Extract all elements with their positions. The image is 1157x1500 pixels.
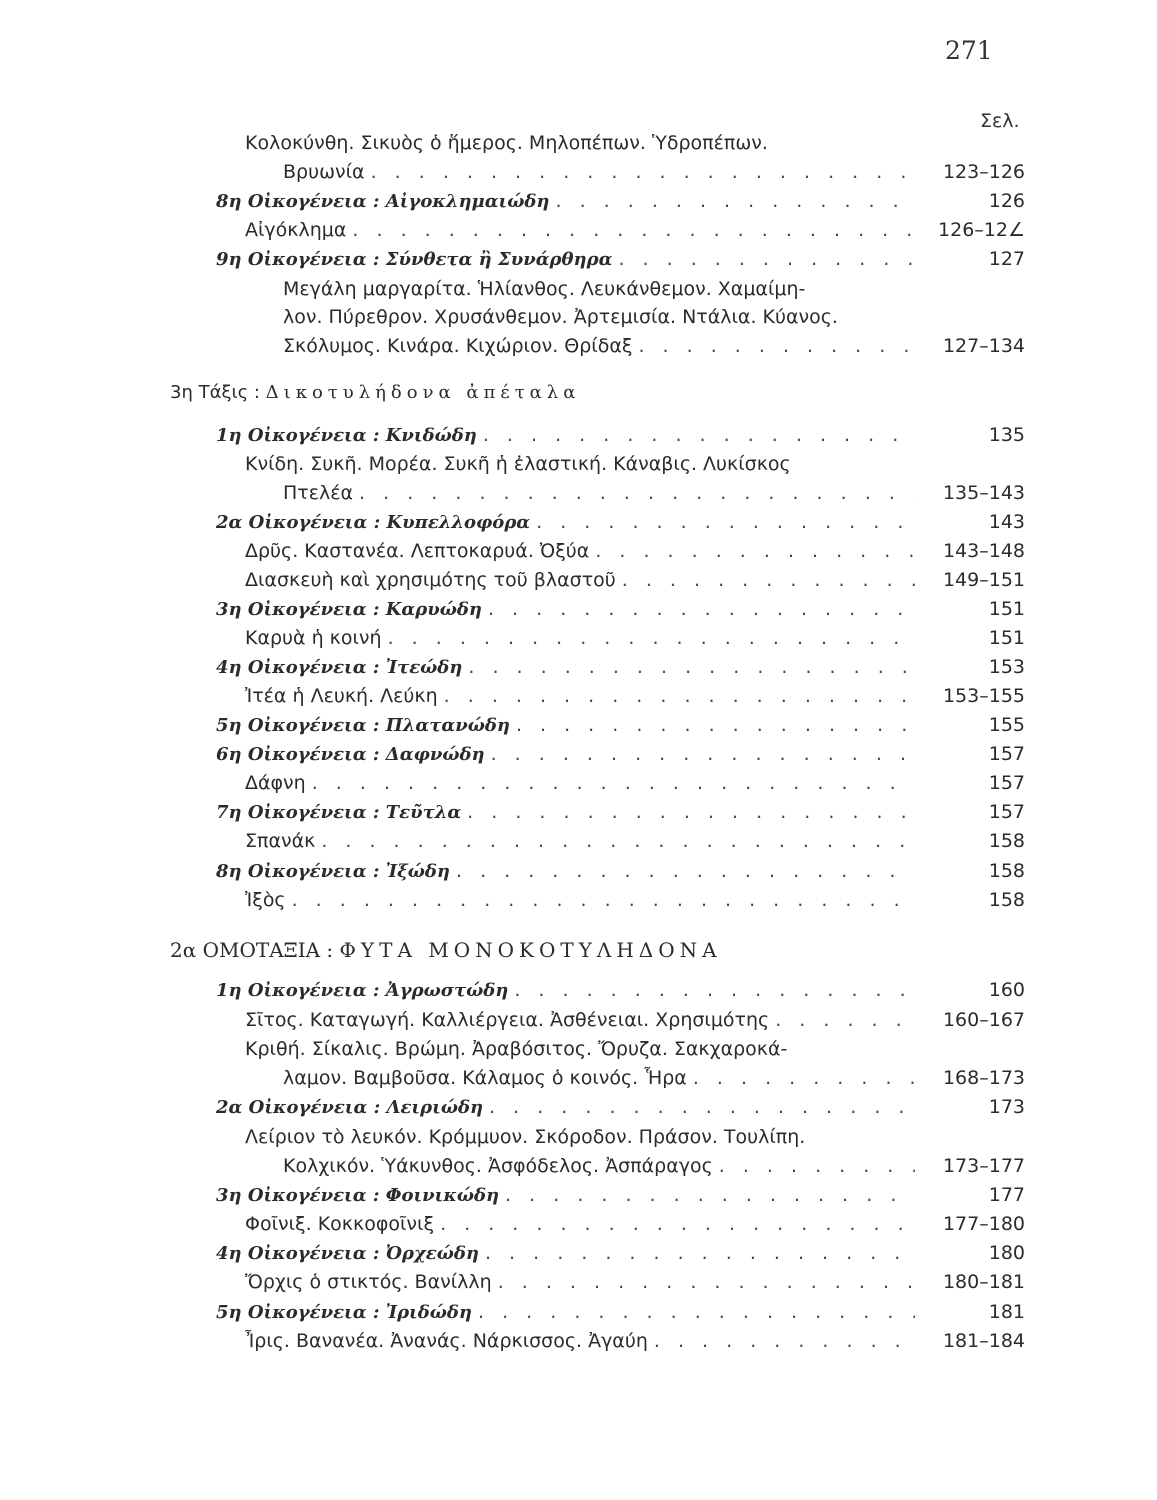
dot-leader xyxy=(482,598,915,620)
dot-leader xyxy=(510,714,915,736)
dot-leader xyxy=(450,860,915,882)
toc-entry-page: 177 xyxy=(988,1184,1025,1206)
toc-continuation-text: Κνίδη. Συκῆ. Μορέα. Συκῆ ἡ ἐλαστική. Κάναβις. Λυκίσκος xyxy=(245,453,791,475)
dot-leader xyxy=(769,1009,915,1031)
toc-family-entry xyxy=(216,714,1025,742)
toc-entry-page: 151 xyxy=(988,598,1025,620)
toc-entry-label: 7η Οἰκογένεια : Τεῦτλα xyxy=(216,802,462,823)
toc-entry xyxy=(245,1009,1025,1037)
toc-entry-label: 4η Οἰκογένεια : Ἰτεώδη xyxy=(216,657,463,678)
dot-leader xyxy=(632,335,915,357)
toc-entry xyxy=(283,482,1025,510)
toc-entry-page: 180–181 xyxy=(942,1271,1025,1293)
dot-leader xyxy=(499,1184,915,1206)
dot-leader xyxy=(508,979,915,1001)
page-column-header: Σελ. xyxy=(980,110,1020,132)
toc-entry-page: 153–155 xyxy=(942,685,1025,707)
toc-entry-page: 181–184 xyxy=(942,1330,1025,1352)
toc-entry-page: 126–12∠ xyxy=(938,219,1025,241)
toc-entry xyxy=(245,1271,1025,1299)
toc-entry-label: Σῖτος. Καταγωγή. Καλλιέργεια. Ἀσθένειαι. Χρησιμότης xyxy=(245,1009,770,1031)
toc-entry xyxy=(283,335,1025,363)
dot-leader xyxy=(306,772,915,794)
toc-entry-label: 2α Οἰκογένεια : Λειριώδη xyxy=(216,1097,484,1118)
toc-entry xyxy=(245,627,1025,655)
dot-leader xyxy=(616,569,915,591)
dot-leader xyxy=(434,1213,915,1235)
toc-entry-label: 3η Οἰκογένεια : Φοινικώδη xyxy=(216,1185,500,1206)
toc-entry xyxy=(245,569,1025,597)
toc-entry-page: 135–143 xyxy=(942,482,1025,504)
toc-entry-page: 127–134 xyxy=(942,335,1025,357)
toc-entry xyxy=(245,830,1025,858)
page-number: 271 xyxy=(945,36,993,65)
toc-continuation-text: λον. Πύρεθρον. Χρυσάνθεμον. Ἀρτεμισία. Ντάλια. Κύανος. xyxy=(283,306,838,328)
toc-entry-label: 1η Οἰκογένεια : Ἀγρωστώδη xyxy=(216,980,509,1001)
section-heading-title: Δικοτυλήδονα ἀπέταλα xyxy=(265,382,581,403)
toc-entry-label: Καρυὰ ἡ κοινή xyxy=(245,627,382,649)
toc-entry xyxy=(245,685,1025,713)
toc-entry-page: 126 xyxy=(988,190,1025,212)
toc-entry-page: 160–167 xyxy=(942,1009,1025,1031)
toc-family-entry xyxy=(216,979,1025,1007)
dot-leader xyxy=(382,627,915,649)
dot-leader xyxy=(612,248,915,270)
toc-entry-label: Δάφνη xyxy=(245,772,306,794)
toc-entry-page: 149–151 xyxy=(942,569,1025,591)
toc-family-entry xyxy=(216,656,1025,684)
section-heading-omotaxia xyxy=(170,938,722,962)
toc-family-entry xyxy=(216,1096,1025,1124)
toc-continuation-text: Λείριον τὸ λευκόν. Κρόμμυον. Σκόροδον. Πράσον. Τουλίπη. xyxy=(245,1126,806,1148)
toc-entry-page: 181 xyxy=(988,1301,1025,1323)
toc-entry-page: 143–148 xyxy=(942,540,1025,562)
dot-leader xyxy=(472,1301,915,1323)
toc-entry-label: Ὄρχις ὁ στικτός. Βανίλλη xyxy=(245,1271,492,1293)
dot-leader xyxy=(589,540,915,562)
toc-entry xyxy=(283,1155,1025,1183)
toc-entry-label: 5η Οἰκογένεια : Πλατανώδη xyxy=(216,715,510,736)
section-heading-taxis xyxy=(170,382,580,403)
toc-entry-label: Σκόλυμος. Κινάρα. Κιχώριον. Θρίδαξ xyxy=(283,335,633,357)
toc-family-entry xyxy=(216,598,1025,626)
dot-leader xyxy=(461,801,915,823)
toc-entry-label: 8η Οἰκογένεια : Ἰξώδη xyxy=(216,861,450,882)
toc-entry-label: Αἰγόκλημα xyxy=(245,219,347,241)
toc-family-entry xyxy=(216,1242,1025,1270)
toc-entry xyxy=(245,1213,1025,1241)
toc-entry-page: 158 xyxy=(988,830,1025,852)
toc-family-entry xyxy=(216,801,1025,829)
toc-entry-page: 151 xyxy=(988,627,1025,649)
toc-entry-page: 157 xyxy=(988,801,1025,823)
toc-continuation-text: Μεγάλη μαργαρίτα. Ἡλίανθος. Λευκάνθεμον. Χαμαίμη- xyxy=(283,278,806,300)
toc-entry-page: 157 xyxy=(988,743,1025,765)
toc-entry-label: Βρυωνία xyxy=(283,161,365,183)
toc-entry xyxy=(245,219,1025,247)
toc-family-entry xyxy=(216,1301,1025,1329)
toc-entry-label: 2α Οἰκογένεια : Κυπελλοφόρα xyxy=(216,512,531,533)
toc-family-entry xyxy=(216,511,1025,539)
toc-entry-label: Ἰξὸς xyxy=(245,889,286,911)
toc-entry xyxy=(245,772,1025,800)
dot-leader xyxy=(286,889,915,911)
toc-entry-page: 123–126 xyxy=(942,161,1025,183)
toc-entry-page: 155 xyxy=(988,714,1025,736)
toc-entry-label: 4η Οἰκογένεια : Ὀρχεώδη xyxy=(216,1243,479,1264)
dot-leader xyxy=(687,1067,915,1089)
toc-entry xyxy=(283,161,1025,189)
toc-entry-page: 173 xyxy=(988,1096,1025,1118)
dot-leader xyxy=(462,656,915,678)
toc-entry-page: 158 xyxy=(988,860,1025,882)
toc-entry-page: 168–173 xyxy=(942,1067,1025,1089)
toc-entry xyxy=(245,1330,1025,1358)
toc-entry-label: λαμον. Βαμβοῦσα. Κάλαμος ὁ κοινός. Ἧρα xyxy=(283,1067,687,1089)
toc-entry xyxy=(245,889,1025,917)
toc-family-entry xyxy=(216,743,1025,771)
toc-family-entry xyxy=(216,860,1025,888)
toc-entry-page: 173–177 xyxy=(942,1155,1025,1177)
dot-leader xyxy=(365,161,915,183)
toc-continuation-text: Κριθή. Σίκαλις. Βρώμη. Ἀραβόσιτος. Ὄρυζα. Σακχαροκά- xyxy=(245,1038,788,1060)
dot-leader xyxy=(477,424,915,446)
toc-entry-label: Φοῖνιξ. Κοκκοφοῖνιξ xyxy=(245,1213,435,1235)
toc-entry-label: 9η Οἰκογένεια : Σύνθετα ἢ Συνάρθηρα xyxy=(216,249,613,270)
toc-family-entry xyxy=(216,424,1025,452)
toc-entry-page: 135 xyxy=(988,424,1025,446)
dot-leader xyxy=(530,511,915,533)
section-heading-title: ΦΥΤΑ ΜΟΝΟΚΟΤΥΛΗΔΟΝΑ xyxy=(339,938,722,962)
toc-entry-page: 158 xyxy=(988,889,1025,911)
dot-leader xyxy=(550,190,916,212)
toc-entry-label: Σπανάκ xyxy=(245,830,316,852)
dot-leader xyxy=(315,830,915,852)
toc-entry xyxy=(283,1067,1025,1095)
toc-entry-page: 157 xyxy=(988,772,1025,794)
dot-leader xyxy=(353,482,915,504)
toc-entry-label: 8η Οἰκογένεια : Αἰγοκλημαιώδη xyxy=(216,191,550,212)
dot-leader xyxy=(438,685,915,707)
toc-entry-label: 3η Οἰκογένεια : Καρυώδη xyxy=(216,599,482,620)
toc-entry-page: 127 xyxy=(988,248,1025,270)
toc-entry-label: 1η Οἰκογένεια : Κνιδώδη xyxy=(216,425,477,446)
toc-entry-page: 160 xyxy=(988,979,1025,1001)
dot-leader xyxy=(479,1242,915,1264)
dot-leader xyxy=(713,1155,915,1177)
toc-entry-label: Πτελέα xyxy=(283,482,354,504)
toc-continuation-text: Κολοκύνθη. Σικυὸς ὁ ἥμερος. Μηλοπέπων. Ὑδροπέπων. xyxy=(245,132,768,154)
toc-entry-label: Ἰτέα ἡ Λευκή. Λεύκη xyxy=(245,685,438,707)
toc-entry-label: Δρῦς. Καστανέα. Λεπτοκαρυά. Ὀξύα xyxy=(245,540,590,562)
toc-family-entry xyxy=(216,190,1025,218)
toc-entry-page: 153 xyxy=(988,656,1025,678)
dot-leader xyxy=(485,743,915,765)
dot-leader xyxy=(346,219,915,241)
toc-entry-label: 5η Οἰκογένεια : Ἰριδώδη xyxy=(216,1302,472,1323)
toc-entry-label: Κολχικόν. Ὑάκυνθος. Ἀσφόδελος. Ἀσπάραγος xyxy=(283,1155,713,1177)
dot-leader xyxy=(648,1330,915,1352)
dot-leader xyxy=(492,1271,915,1293)
dot-leader xyxy=(483,1096,915,1118)
toc-entry-page: 180 xyxy=(988,1242,1025,1264)
toc-family-entry xyxy=(216,248,1025,276)
toc-entry-label: Διασκευὴ καὶ χρησιμότης τοῦ βλαστοῦ xyxy=(245,569,616,591)
toc-entry-page: 177–180 xyxy=(942,1213,1025,1235)
toc-entry xyxy=(245,540,1025,568)
toc-entry-label: Ἶρις. Βανανέα. Ἀνανάς. Νάρκισσος. Ἀγαύη xyxy=(245,1330,648,1352)
toc-family-entry xyxy=(216,1184,1025,1212)
toc-entry-page: 143 xyxy=(988,511,1025,533)
section-heading-prefix: 3η Τάξις : xyxy=(170,382,266,403)
section-heading-prefix: 2α ΟΜΟΤΑΞΙΑ : xyxy=(170,938,340,962)
toc-entry-label: 6η Οἰκογένεια : Δαφνώδη xyxy=(216,744,485,765)
